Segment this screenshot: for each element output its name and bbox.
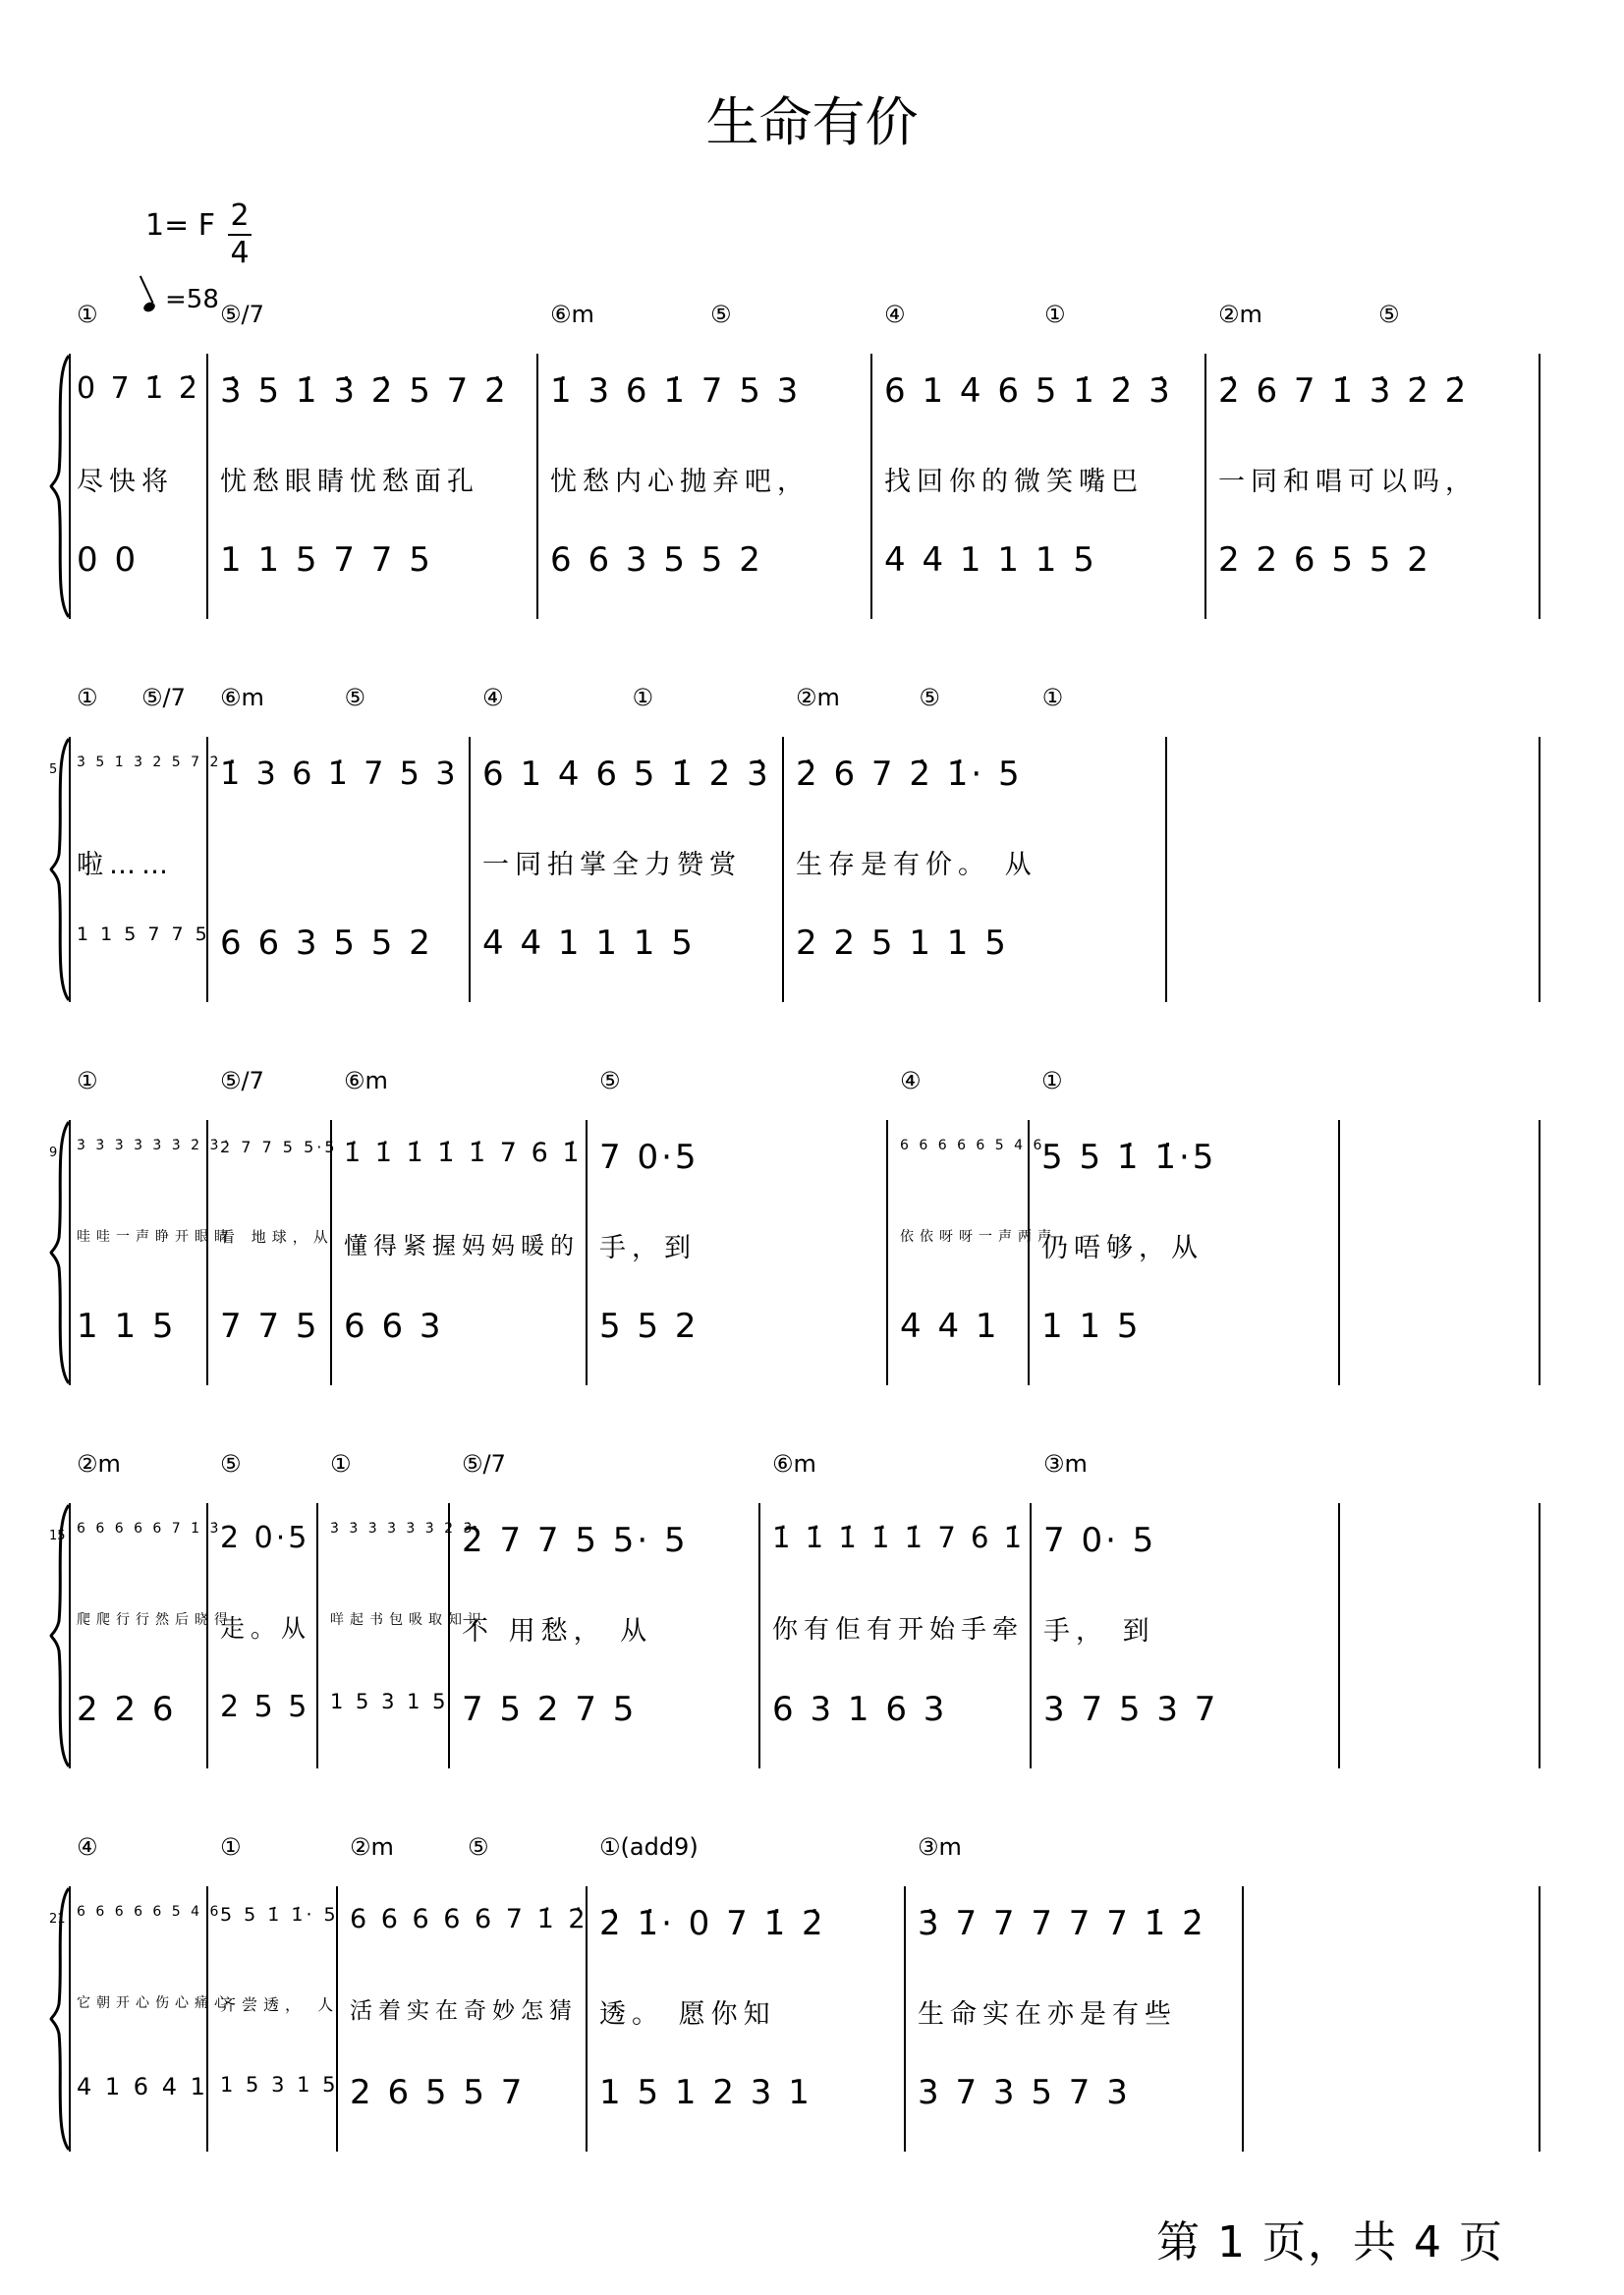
barline bbox=[758, 1503, 760, 1768]
chord-symbol: ⑥m bbox=[772, 1450, 816, 1478]
lyrics: 忧愁眼睛忧愁面孔 bbox=[220, 467, 479, 497]
bass-notes: 3 7 3 5 7 3 bbox=[918, 2073, 1131, 2112]
barline bbox=[1204, 354, 1206, 619]
barline bbox=[1165, 737, 1167, 1002]
chord-symbol: ⑤ bbox=[1378, 301, 1400, 328]
barline bbox=[206, 1503, 208, 1768]
barline bbox=[206, 737, 208, 1002]
bass-notes: 2 5 5 bbox=[220, 1690, 310, 1724]
time-denominator: 4 bbox=[230, 236, 250, 270]
page-title: 生命有价 bbox=[705, 91, 919, 153]
bass-notes: 6 6 3 5 5 2 bbox=[220, 924, 433, 963]
lyrics: 生命实在亦是有些 bbox=[918, 1999, 1177, 2030]
bass-notes: 2 6 5 5 7 bbox=[350, 2073, 526, 2112]
chord-symbol: ① bbox=[1041, 684, 1064, 711]
chord-symbol: ① bbox=[1041, 1067, 1063, 1094]
lyrics: 它朝开心伤心痛心 bbox=[77, 1995, 234, 2011]
melody-notes: 0 7 1̇ 2̇ bbox=[77, 371, 200, 406]
melody-notes: 5 5 1̇ 1̇· 5 bbox=[220, 1904, 339, 1926]
chord-symbol: ④ bbox=[884, 301, 906, 328]
bass-notes: 6 6 3 5 5 2 bbox=[550, 540, 763, 580]
bass-notes: 5 5 2 bbox=[599, 1307, 700, 1346]
melody-notes: 1̇ 1̇ 1̇ 1̇ 1̇ 7 6 1̇ bbox=[772, 1521, 1026, 1554]
melody-notes: 6 6 6 6 6 5 4 6 bbox=[900, 1138, 1045, 1153]
chord-symbol: ⑤ bbox=[220, 1450, 242, 1478]
lyrics: 手，到 bbox=[599, 1233, 697, 1263]
chord-symbol: ⑤/7 bbox=[462, 1450, 506, 1478]
bass-notes: 4 4 1 bbox=[900, 1307, 1000, 1346]
lyrics: 齐尝透， 人 bbox=[220, 1995, 340, 2014]
time-signature bbox=[228, 200, 252, 269]
chord-symbol: ②m bbox=[796, 684, 840, 711]
barline bbox=[1539, 354, 1540, 619]
chord-symbol: ① bbox=[632, 684, 654, 711]
lyrics: 忧愁内心抛弃吧， bbox=[550, 467, 810, 497]
bass-notes: 0 0 bbox=[77, 540, 140, 580]
barline bbox=[330, 1120, 332, 1385]
melody-notes: 1̇ 1̇ 1̇ 1̇ 1̇ 7 6 1̇ bbox=[344, 1138, 583, 1168]
melody-notes: 6 6 6 6 6 5 4 6 bbox=[77, 1904, 222, 1920]
bass-notes: 7 5 2 7 5 bbox=[462, 1690, 638, 1729]
measure-number: 9 bbox=[49, 1146, 58, 1160]
lyrics: 透。 愿你知 bbox=[599, 1999, 776, 2030]
barline bbox=[886, 1120, 888, 1385]
melody-notes: 2̇ 7 7 5 5· 5 bbox=[462, 1521, 689, 1560]
bass-notes: 1 5 3 1 5 bbox=[330, 1690, 449, 1713]
barline bbox=[1338, 1503, 1340, 1768]
lyrics: 不 用愁， 从 bbox=[462, 1616, 653, 1647]
barline bbox=[870, 354, 872, 619]
chord-symbol: ④ bbox=[77, 1833, 98, 1861]
barline bbox=[1338, 1120, 1340, 1385]
chord-symbol: ②m bbox=[77, 1450, 121, 1478]
melody-notes: 3̇ 3̇ 3̇ 3̇ 3̇ 3̇ 2̇ 3̇ bbox=[77, 1138, 222, 1153]
bass-notes: 1 1 5 7 7 5 bbox=[220, 540, 433, 580]
chord-symbol: ⑤ bbox=[468, 1833, 489, 1861]
lyrics: 你有佢有开始手牵 bbox=[772, 1615, 1025, 1645]
barline bbox=[1539, 1503, 1540, 1768]
barline bbox=[1539, 1120, 1540, 1385]
bass-notes: 7 7 5 bbox=[220, 1307, 320, 1346]
chord-symbol: ① bbox=[1044, 301, 1066, 328]
chord-symbol: ① bbox=[77, 301, 98, 328]
melody-notes: 1̇ 3 6 1̇ 7 5 3 bbox=[550, 371, 802, 411]
lyrics: 尽快将 bbox=[77, 467, 174, 497]
melody-notes: 6 1 4 6 5 1̇ 2̇ 3̇ bbox=[884, 371, 1173, 411]
barline bbox=[206, 1886, 208, 2152]
barline bbox=[336, 1886, 338, 2152]
barline bbox=[1242, 1886, 1244, 2152]
melody-notes: 3̇ 3̇ 3̇ 3̇ 3̇ 3̇ 2̇ 3̇ bbox=[330, 1521, 476, 1537]
barline bbox=[1539, 737, 1540, 1002]
chord-symbol: ⑤ bbox=[599, 1067, 621, 1094]
chord-symbol: ④ bbox=[482, 684, 504, 711]
score-system bbox=[47, 1061, 1590, 1385]
bass-notes: 3 7 5 3 7 bbox=[1043, 1690, 1219, 1729]
chord-symbol: ⑤ bbox=[919, 684, 940, 711]
lyrics: 哇哇一声睁开眼睛 bbox=[77, 1229, 234, 1245]
lyrics: 手， 到 bbox=[1043, 1616, 1155, 1647]
lyrics: 依依呀呀一声两声 bbox=[900, 1229, 1057, 1245]
chord-symbol: ⑥m bbox=[550, 301, 594, 328]
chord-symbol: ⑤/7 bbox=[141, 684, 186, 711]
melody-notes: 7 0· 5 bbox=[1043, 1521, 1157, 1560]
bass-notes: 1 1 5 bbox=[1041, 1307, 1142, 1346]
chord-symbol: ① bbox=[330, 1450, 352, 1478]
page-footer: 第 1 页，共 4 页 bbox=[1156, 2217, 1504, 2267]
key-signature: 1= F bbox=[145, 208, 216, 243]
barline bbox=[448, 1503, 450, 1768]
barline bbox=[206, 1120, 208, 1385]
chord-symbol: ③m bbox=[918, 1833, 962, 1861]
lyrics: 走。从 bbox=[220, 1614, 312, 1643]
bass-notes: 4 4 1 1 1 5 bbox=[482, 924, 696, 963]
barline bbox=[206, 354, 208, 619]
bass-notes: 6 6 3 bbox=[344, 1307, 444, 1346]
lyrics: 找回你的微笑嘴巴 bbox=[884, 467, 1144, 497]
chord-symbol: ②m bbox=[350, 1833, 394, 1861]
melody-notes: 7 0·5 bbox=[599, 1138, 700, 1177]
melody-notes: 2̇ 7 7 5 5·5 bbox=[220, 1138, 338, 1156]
chord-symbol: ①(add9) bbox=[599, 1833, 699, 1861]
barline bbox=[69, 737, 71, 1002]
lyrics: 活着实在奇妙怎猜 bbox=[350, 1998, 578, 2024]
chord-symbol: ⑥m bbox=[220, 684, 264, 711]
barline bbox=[69, 1120, 71, 1385]
barline bbox=[1028, 1120, 1030, 1385]
chord-symbol: ③m bbox=[1043, 1450, 1088, 1478]
melody-notes: 3̇ 5 1̇ 3̇ 2̇ 5 7 2̇ bbox=[77, 755, 222, 770]
melody-notes: 6 6 6 6 6 7 1̇ 3̇ bbox=[77, 1521, 222, 1537]
lyrics: 一同和唱可以吗， bbox=[1218, 467, 1478, 497]
score-system bbox=[47, 678, 1590, 1002]
melody-notes: 2̇ 1̇· 0 7 1̇ 2̇ bbox=[599, 1904, 826, 1943]
lyrics: 啦…… bbox=[77, 850, 174, 880]
measure-number: 21 bbox=[49, 1912, 66, 1927]
chord-symbol: ④ bbox=[900, 1067, 922, 1094]
chord-symbol: ⑤ bbox=[710, 301, 732, 328]
melody-notes: 2̇ 6 7 1̇ 3̇ 2̇ 2̇ bbox=[1218, 371, 1470, 411]
chord-symbol: ⑤/7 bbox=[220, 301, 264, 328]
barline bbox=[586, 1120, 588, 1385]
barline bbox=[69, 354, 71, 619]
lyrics: 爬爬行行然后晓得 bbox=[77, 1612, 234, 1628]
bass-notes: 1 1 5 7 7 5 bbox=[77, 924, 210, 945]
melody-notes: 5 5 1̇ 1̇·5 bbox=[1041, 1138, 1217, 1177]
lyrics: 咩起书包吸取知识 bbox=[330, 1612, 487, 1628]
melody-notes: 3̇ 5 1̇ 3̇ 2̇ 5 7 2̇ bbox=[220, 371, 509, 411]
time-numerator: 2 bbox=[230, 198, 250, 233]
barline bbox=[316, 1503, 318, 1768]
barline bbox=[904, 1886, 906, 2152]
melody-notes: 1̇ 3 6 1̇ 7 5 3 bbox=[220, 755, 459, 792]
chord-symbol: ②m bbox=[1218, 301, 1262, 328]
barline bbox=[69, 1503, 71, 1768]
barline bbox=[1030, 1503, 1032, 1768]
score-system bbox=[47, 295, 1590, 619]
barline bbox=[1539, 1886, 1540, 2152]
bass-notes: 4 1 6 4 1 bbox=[77, 2073, 208, 2100]
lyrics: 看 地球，从 bbox=[220, 1228, 334, 1246]
melody-notes: 6 6 6 6 6 7 1̇ 2̇ bbox=[350, 1904, 588, 1934]
bass-notes: 1 5 3 1 5 bbox=[220, 2073, 339, 2097]
lyrics: 懂得紧握妈妈暖的 bbox=[344, 1232, 580, 1259]
score-system bbox=[47, 1827, 1590, 2152]
measure-number: 5 bbox=[49, 762, 58, 777]
bass-notes: 1 5 1 2 3 1 bbox=[599, 2073, 812, 2112]
bass-notes: 1 1 5 bbox=[77, 1307, 177, 1346]
barline bbox=[782, 737, 784, 1002]
lyrics: 一同拍掌全力赞赏 bbox=[482, 850, 742, 880]
chord-symbol: ⑥m bbox=[344, 1067, 388, 1094]
score-system bbox=[47, 1444, 1590, 1768]
melody-notes: 6 1 4 6 5 1̇ 2̇ 3̇ bbox=[482, 755, 771, 794]
measure-number: 15 bbox=[49, 1529, 66, 1543]
bass-notes: 2 2 6 bbox=[77, 1690, 177, 1729]
chord-symbol: ① bbox=[77, 684, 98, 711]
melody-notes: 2 0·5 bbox=[220, 1521, 310, 1555]
bass-notes: 2 2 5 1 1 5 bbox=[796, 924, 1009, 963]
lyrics: 生存是有价。 从 bbox=[796, 850, 1037, 880]
chord-symbol: ① bbox=[220, 1833, 242, 1861]
bass-notes: 2 2 6 5 5 2 bbox=[1218, 540, 1431, 580]
melody-notes: 2̇ 6 7 2̇ 1̇· 5 bbox=[796, 755, 1023, 794]
bass-notes: 4 4 1 1 1 5 bbox=[884, 540, 1097, 580]
chord-symbol: ① bbox=[77, 1067, 98, 1094]
tempo-value: =58 bbox=[165, 285, 219, 314]
bass-notes: 6 3 1 6 3 bbox=[772, 1690, 948, 1729]
melody-notes: 3̇ 7 7 7 7 7 1̇ 2̇ bbox=[918, 1904, 1206, 1943]
barline bbox=[536, 354, 538, 619]
barline bbox=[469, 737, 471, 1002]
barline bbox=[69, 1886, 71, 2152]
lyrics: 仍唔够，从 bbox=[1041, 1233, 1204, 1263]
chord-symbol: ⑤/7 bbox=[220, 1067, 264, 1094]
chord-symbol: ⑤ bbox=[344, 684, 366, 711]
